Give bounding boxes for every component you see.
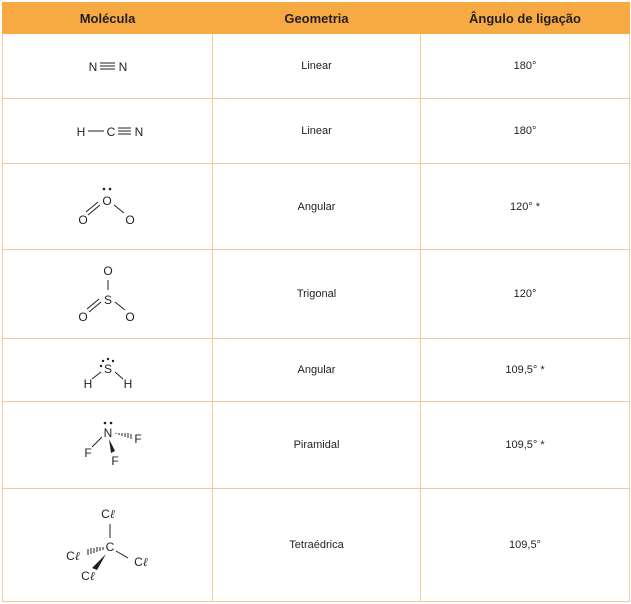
molecule-cell xyxy=(3,489,213,602)
header-angle: Ângulo de ligação xyxy=(421,3,630,34)
table-row xyxy=(3,99,630,164)
atom-label: N xyxy=(134,125,143,139)
atom-label: C xyxy=(106,125,115,139)
atom-label: F xyxy=(110,454,119,468)
atom-label: C xyxy=(105,540,114,554)
table-row xyxy=(3,250,630,339)
atom-label: O xyxy=(102,264,113,278)
hcn-structure xyxy=(48,116,168,146)
angle-cell: 180° xyxy=(421,99,630,164)
angle-cell: 120° * xyxy=(421,164,630,250)
geometry-cell: Angular xyxy=(213,164,421,250)
atom-label: F xyxy=(133,432,142,446)
molecule-cell xyxy=(3,164,213,250)
table-row xyxy=(3,489,630,602)
geometry-cell: Angular xyxy=(213,339,421,402)
header-geometry: Geometria xyxy=(213,3,421,34)
h2s-structure xyxy=(48,350,168,390)
n2-structure xyxy=(48,51,168,81)
molecule-cell xyxy=(3,402,213,489)
angle-cell: 120° xyxy=(421,250,630,339)
atom-label: N xyxy=(88,60,97,74)
header-row xyxy=(3,3,630,34)
table-row xyxy=(3,34,630,99)
geometry-cell: Piramidal xyxy=(213,402,421,489)
ccl4-structure xyxy=(48,500,168,590)
geometry-cell: Linear xyxy=(213,34,421,99)
atom-label: Cℓ xyxy=(133,555,148,569)
atom-label: H xyxy=(83,377,92,390)
angle-cell: 109,5° xyxy=(421,489,630,602)
table-row xyxy=(3,339,630,402)
atom-label: Cℓ xyxy=(80,569,95,583)
angle-cell: 180° xyxy=(421,34,630,99)
molecule-cell xyxy=(3,99,213,164)
atom-label: H xyxy=(76,125,85,139)
atom-label: H xyxy=(123,377,132,390)
table-row xyxy=(3,402,630,489)
geometry-cell: Linear xyxy=(213,99,421,164)
so3-structure xyxy=(48,259,168,329)
molecule-cell xyxy=(3,250,213,339)
atom-label: O xyxy=(77,212,88,227)
header-molecule: Molécula xyxy=(3,3,213,34)
atom-label: S xyxy=(103,293,112,307)
atom-label: Cℓ xyxy=(100,507,115,521)
atom-label: O xyxy=(77,310,88,324)
geometry-cell: Trigonal xyxy=(213,250,421,339)
atom-label: S xyxy=(103,362,112,376)
molecule-cell xyxy=(3,34,213,99)
atom-label: N xyxy=(118,60,127,74)
atom-label: O xyxy=(101,193,112,208)
geometry-cell: Tetraédrica xyxy=(213,489,421,602)
molecule-geometry-table xyxy=(2,2,630,602)
angle-cell: 109,5° * xyxy=(421,402,630,489)
ozone-structure xyxy=(48,177,168,237)
molecule-cell xyxy=(3,339,213,402)
atom-label: Cℓ xyxy=(65,549,80,563)
angle-cell: 109,5° * xyxy=(421,339,630,402)
atom-label: N xyxy=(103,426,112,440)
atom-label: F xyxy=(83,446,92,460)
nf3-structure xyxy=(48,415,168,475)
atom-label: O xyxy=(124,212,135,227)
table-row xyxy=(3,164,630,250)
atom-label: O xyxy=(124,310,135,324)
